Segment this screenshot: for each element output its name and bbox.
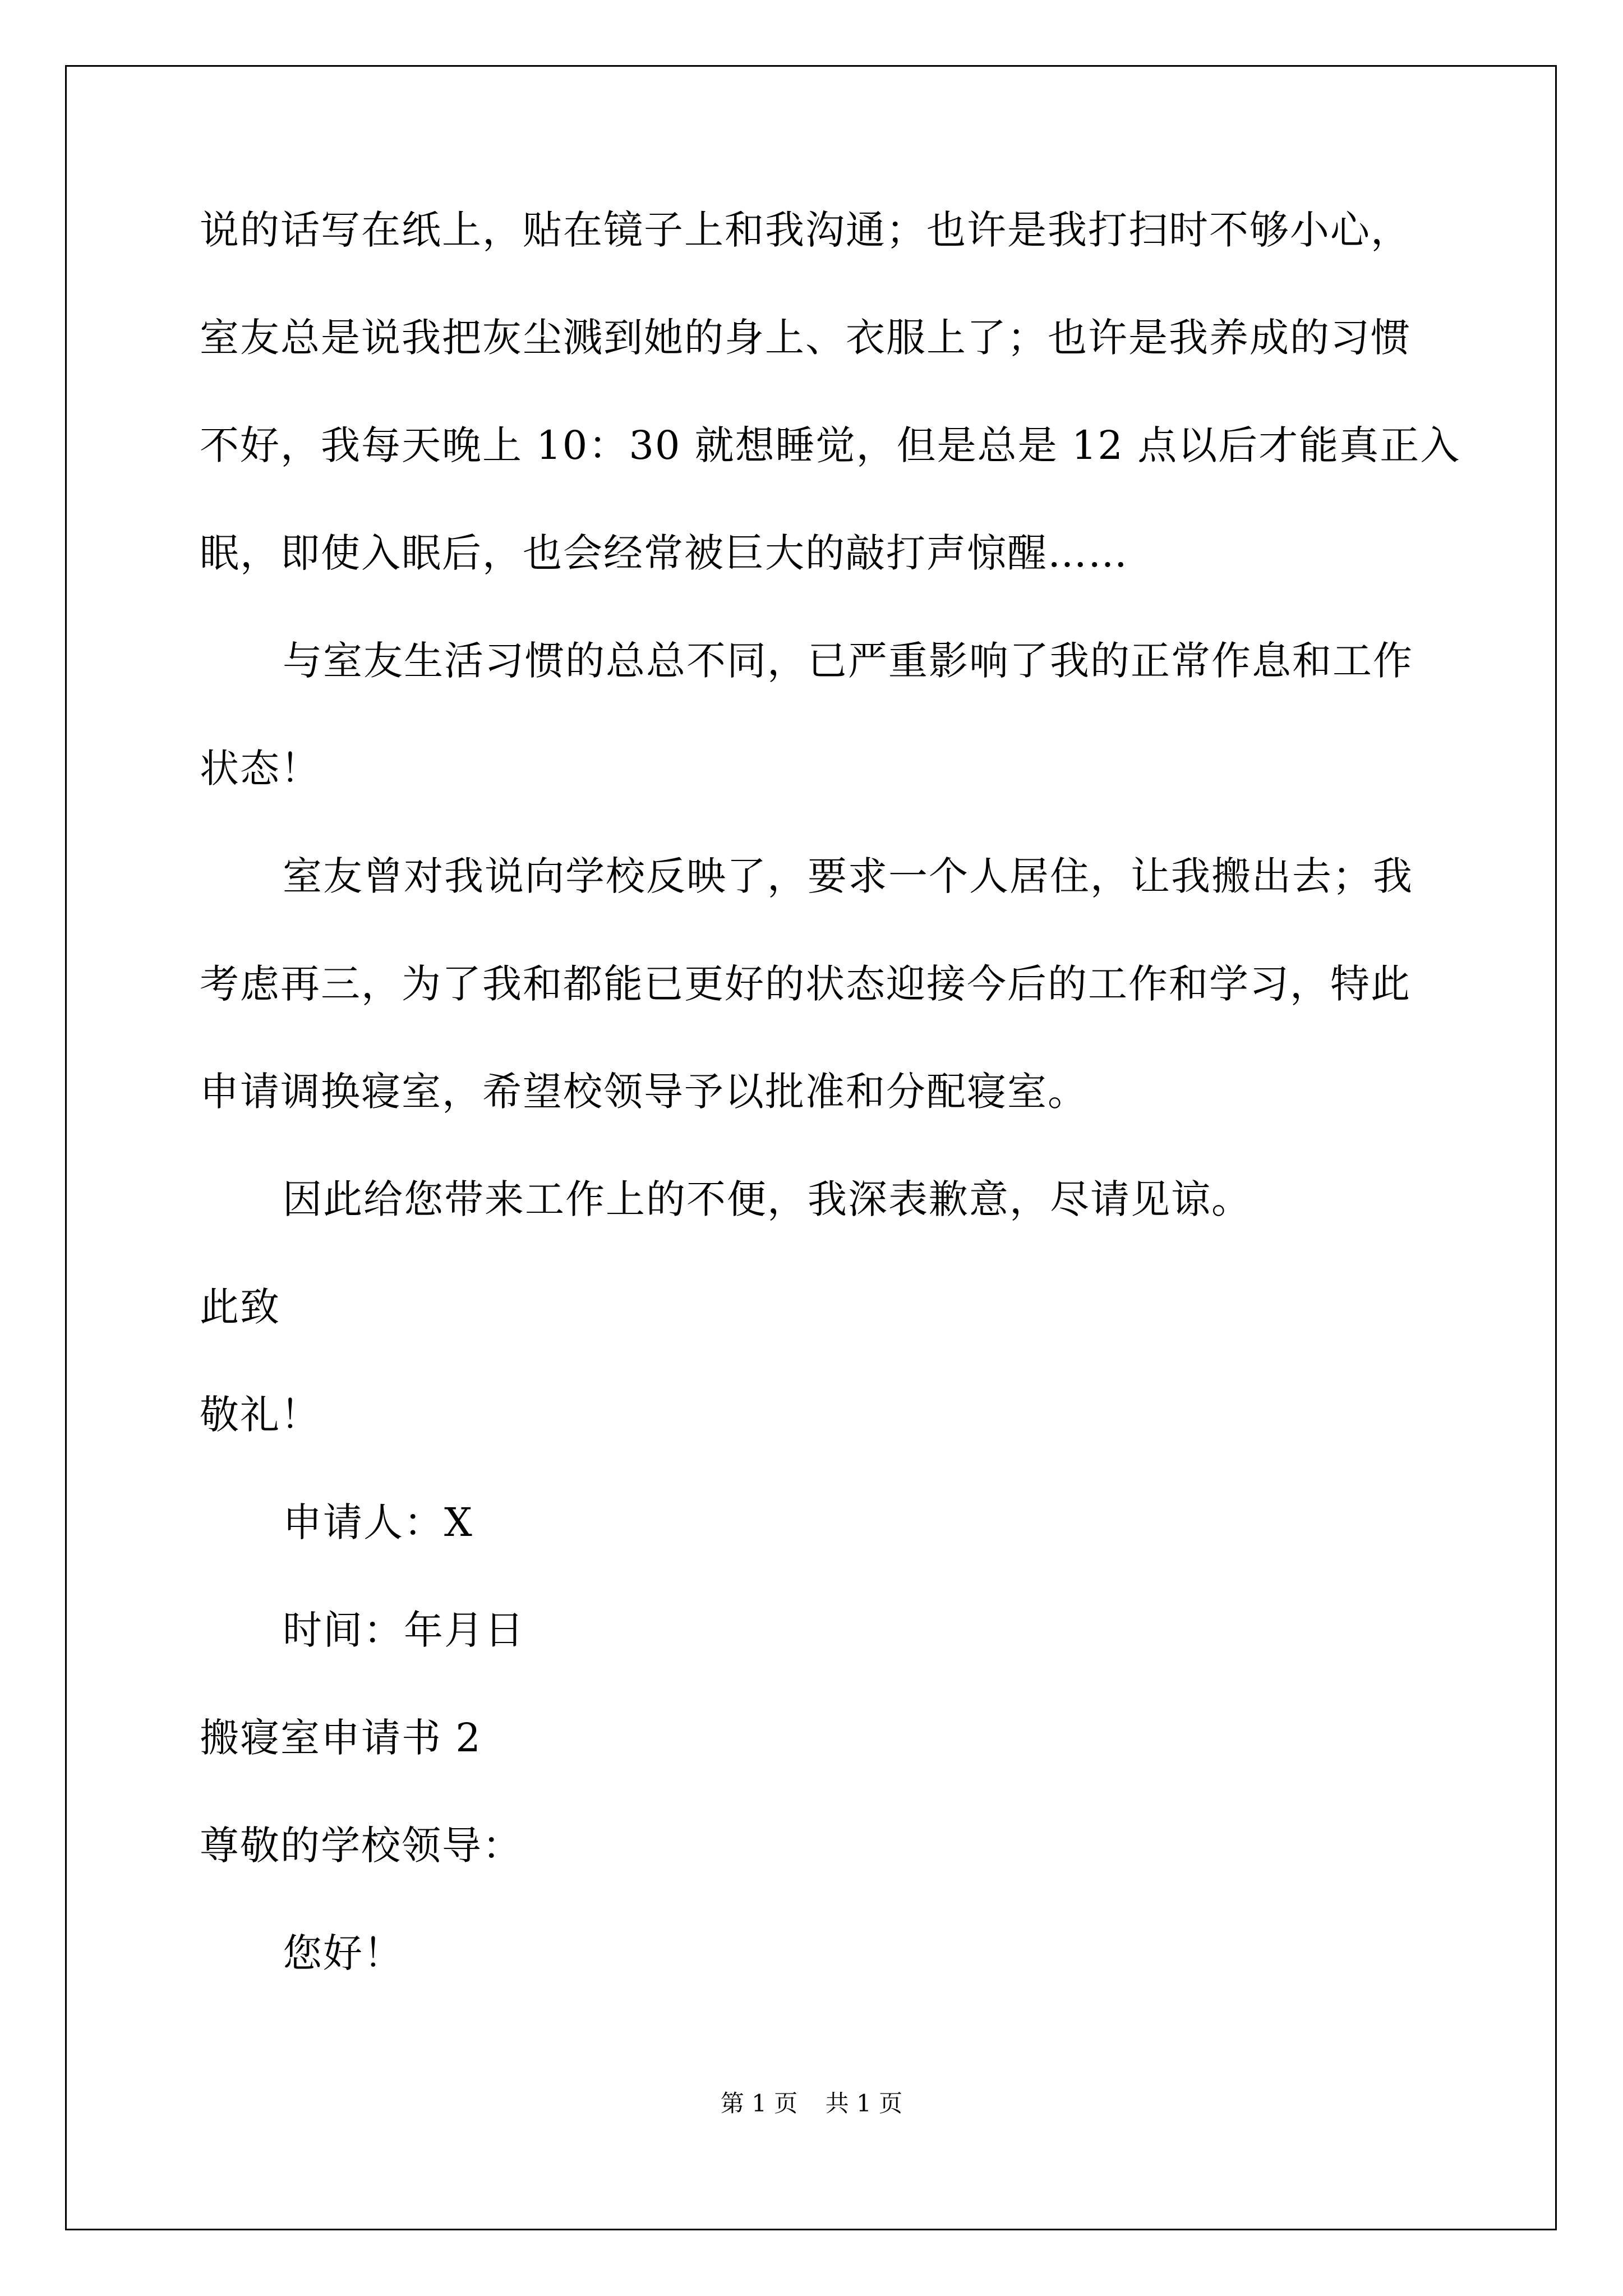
document-body — [200, 202, 1461, 2033]
paragraph-line: 因此给您带来工作上的不便，我深表歉意，尽请见谅。 — [283, 1176, 1252, 1222]
greeting-addressee: 尊敬的学校领导： — [200, 1823, 523, 1869]
paragraph-line: 室友曾对我说向学校反映了，要求一个人居住，让我搬出去；我 — [283, 853, 1413, 899]
page-number: 第 1 页 — [720, 2090, 798, 2117]
closing-salutation: 此致 — [200, 1284, 280, 1330]
paragraph-line: 考虑再三，为了我和都能已更好的状态迎接今后的工作和学习，特此 — [200, 961, 1411, 1007]
paragraph-line: 状态！ — [200, 746, 321, 792]
paragraph-line: 说的话写在纸上，贴在镜子上和我沟通；也许是我打扫时不够小心， — [200, 207, 1411, 253]
date-line: 时间：年月日 — [283, 1607, 525, 1653]
applicant-line: 申请人：X — [283, 1499, 473, 1545]
paragraph-line: 不好，我每天晚上 10：30 就想睡觉，但是总是 12 点以后才能真正入 — [200, 422, 1461, 468]
paragraph-line: 与室友生活习惯的总总不同，已严重影响了我的正常作息和工作 — [283, 638, 1413, 684]
paragraph-line: 眠，即使入眠后，也会经常被巨大的敲打声惊醒…… — [200, 530, 1128, 576]
page-total: 共 1 页 — [825, 2090, 903, 2117]
greeting-line: 您好！ — [283, 1930, 404, 1976]
paragraph-line: 申请调换寝室，希望校领导予以批准和分配寝室。 — [200, 1069, 1088, 1115]
paragraph-line: 室友总是说我把灰尘溅到她的身上、衣服上了；也许是我养成的习惯 — [200, 315, 1411, 361]
page-footer — [0, 2087, 1623, 2120]
section-title: 搬寝室申请书 2 — [200, 1715, 482, 1761]
closing-regards: 敬礼！ — [200, 1392, 321, 1438]
